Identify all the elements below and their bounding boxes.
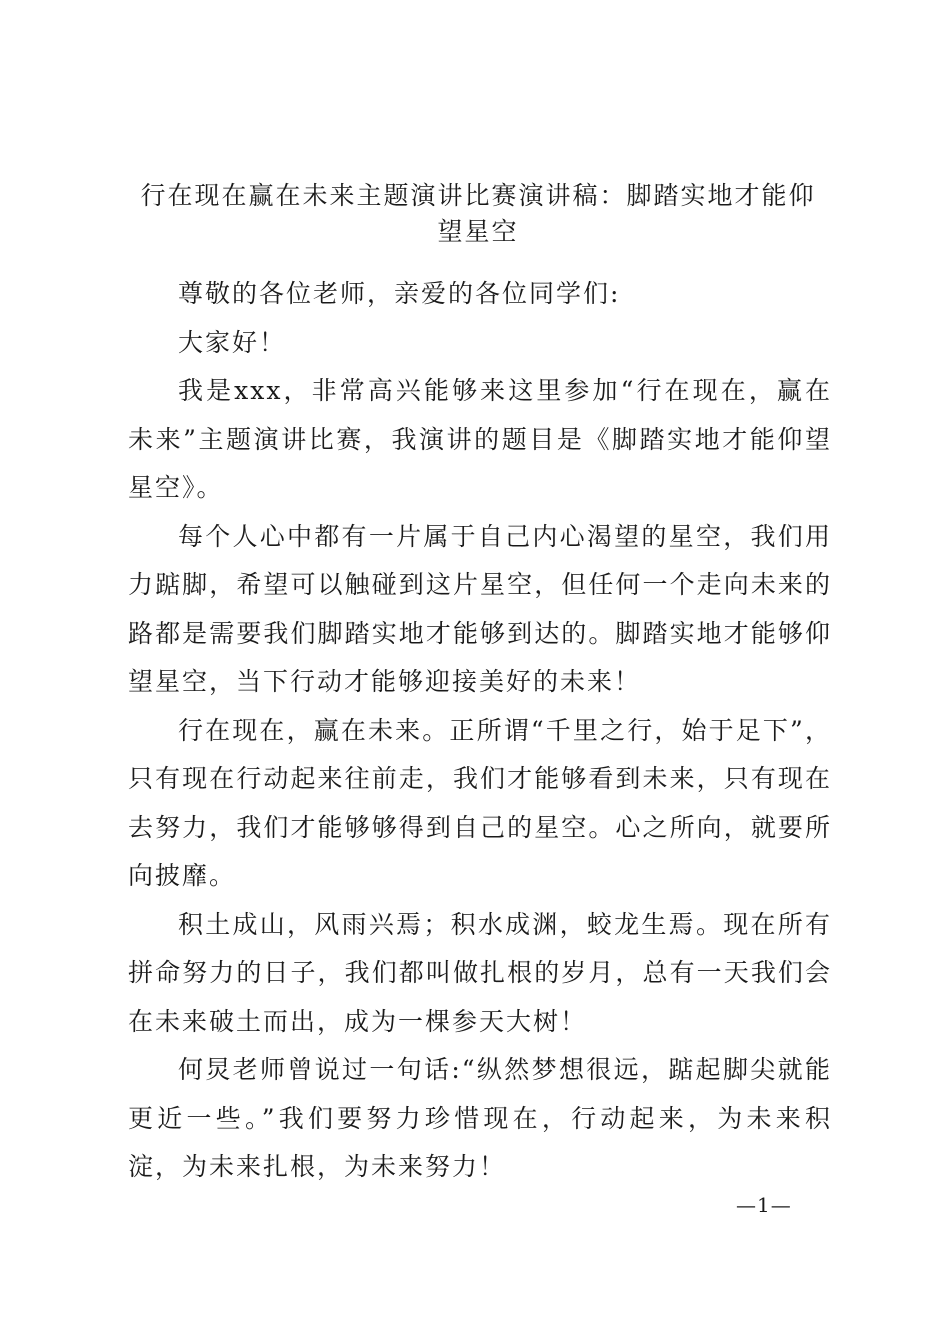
paragraph: 何炅老师曾说过一句话:“纵然梦想很远，踮起脚尖就能更近一些。”我们要努力珍惜现在，行动起来，为未来积淀，为未来扎根，为未来努力！ — [128, 1055, 832, 1181]
paragraph-greeting: 大家好！ — [178, 327, 287, 357]
paragraph: 行在现在，赢在未来。正所谓“千里之行，始于足下”，只有现在行动起来往前走，我们才能够看到未来，只有现在去努力，我们才能够够得到自己的星空。心之所向，就要所向披靡。 — [128, 715, 832, 890]
page-number: —1— — [736, 1193, 792, 1217]
paragraph-salutation: 尊敬的各位老师，亲爱的各位同学们: — [178, 279, 621, 308]
document-body — [128, 270, 832, 1192]
paragraph: 每个人心中都有一片属于自己内心渴望的星空，我们用力踮脚，希望可以触碰到这片星空，但任何一个走向未来的路都是需要我们脚踏实地才能够到达的。脚踏实地才能够仰望星空，当下行动才能够迎接美好的未来！ — [128, 521, 832, 696]
paragraph-introduction: 我是xxx，非常高兴能够来这里参加“行在现在，赢在未来”主题演讲比赛，我演讲的题目是《脚踏实地才能仰望星空》。 — [128, 376, 832, 502]
document-title: 行在现在赢在未来主题演讲比赛演讲稿：脚踏实地才能仰望星空 — [140, 181, 816, 246]
paragraph: 积土成山，风雨兴焉；积水成渊，蛟龙生焉。现在所有拼命努力的日子，我们都叫做扎根的岁月，总有一天我们会在未来破土而出，成为一棵参天大树！ — [128, 909, 832, 1036]
